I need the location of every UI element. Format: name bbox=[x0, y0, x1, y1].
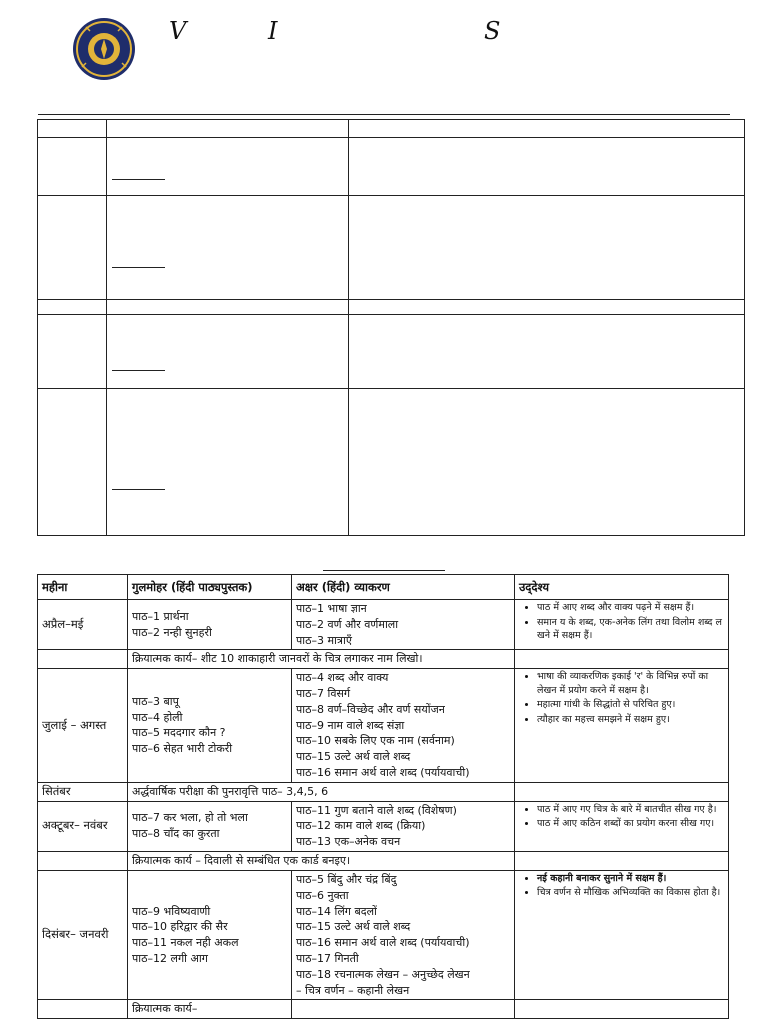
blank-cell bbox=[107, 138, 349, 196]
grammar-item: पाठ–10 सबके लिए एक नाम (सर्वनाम) bbox=[296, 734, 455, 748]
blank-cell bbox=[107, 300, 349, 315]
blank-cell bbox=[107, 196, 349, 300]
blank-cell bbox=[349, 138, 745, 196]
grammar-item: पाठ–8 वर्ण–विच्छेद और वर्ण सयोंजन bbox=[296, 702, 445, 716]
grammar-item: पाठ–6 नुक्ता bbox=[296, 888, 349, 902]
header-month: महीना bbox=[38, 575, 128, 600]
objectives-cell bbox=[515, 851, 729, 870]
grammar-item: पाठ–5 बिंदु और चंद्र बिंदु bbox=[296, 872, 397, 886]
blank-cell bbox=[349, 300, 745, 315]
lesson-item: पाठ–8 चाँद का कुरता bbox=[132, 827, 220, 841]
objectives-cell bbox=[515, 801, 729, 851]
lesson-item: पाठ–11 नकल नही अकल bbox=[132, 936, 239, 950]
header-letter-2: I bbox=[268, 17, 278, 45]
blank-schedule-table bbox=[37, 119, 745, 536]
school-logo bbox=[72, 17, 136, 81]
section-divider bbox=[323, 570, 445, 571]
table-row bbox=[38, 669, 729, 783]
objective-item: • भाषा की व्याकरणिक इकाई 'र' के विभिन्न रुपों का लेखन में प्रयोग करने में सक्षम है। bbox=[537, 670, 725, 697]
grammar-item: पाठ–12 काम वाले शब्द (क्रिया) bbox=[296, 819, 426, 833]
objective-item: • चित्र वर्णन से मौखिक अभिव्यक्ति का विकास होता है। bbox=[537, 886, 725, 900]
grammar-cell bbox=[292, 669, 515, 783]
blank-cell bbox=[38, 300, 107, 315]
textbook-cell bbox=[128, 801, 292, 851]
objectives-cell bbox=[515, 870, 729, 999]
grammar-item: पाठ–2 वर्ण और वर्णमाला bbox=[296, 617, 399, 631]
lesson-item: पाठ–7 कर भला, हो तो भला bbox=[132, 811, 248, 825]
underline bbox=[112, 267, 165, 268]
grammar-item: पाठ–4 शब्द और वाक्य bbox=[296, 671, 389, 685]
blank-cell bbox=[38, 120, 107, 138]
header-divider bbox=[38, 114, 730, 115]
objective-item: • महात्मा गांधी के सिद्धांतो से परिचित हुए। bbox=[537, 698, 725, 712]
textbook-cell bbox=[128, 870, 292, 999]
objective-item: • पाठ में आए गए चित्र के बारे में बातचीत सीख गए है। bbox=[537, 803, 725, 817]
month-cell: सितंबर bbox=[38, 782, 128, 801]
grammar-item: पाठ–1 भाषा ज्ञान bbox=[296, 602, 367, 615]
header-textbook: गुलमोहर (हिंदी पाठ्यपुस्तक) bbox=[128, 575, 292, 600]
grammar-item: पाठ–16 समान अर्थ वाले शब्द (पर्यायवाची) bbox=[296, 765, 470, 779]
textbook-cell bbox=[128, 669, 292, 783]
grammar-item: पाठ–9 नाम वाले शब्द संज्ञा bbox=[296, 718, 405, 732]
grammar-item: पाठ–18 रचनात्मक लेखन – अनुच्छेद लेखन bbox=[296, 967, 470, 981]
lesson-item: पाठ–2 नन्ही सुनहरी bbox=[132, 625, 212, 639]
header-letter-3: S bbox=[484, 17, 501, 45]
lesson-item: पाठ–5 मददगार कौन ? bbox=[132, 726, 226, 740]
objectives-cell bbox=[515, 600, 729, 650]
blank-cell bbox=[349, 196, 745, 300]
objectives-cell bbox=[515, 782, 729, 801]
underline bbox=[112, 370, 165, 371]
month-cell bbox=[38, 650, 128, 669]
objectives-cell bbox=[515, 1000, 729, 1019]
grammar-cell bbox=[292, 1000, 515, 1019]
month-cell bbox=[38, 1000, 128, 1019]
blank-cell bbox=[107, 315, 349, 389]
month-cell bbox=[38, 851, 128, 870]
table-row bbox=[38, 801, 729, 851]
header-letter-1: V bbox=[169, 17, 187, 45]
underline bbox=[112, 179, 165, 180]
lesson-item: पाठ–12 लगी आग bbox=[132, 951, 208, 965]
grammar-item: पाठ–16 समान अर्थ वाले शब्द (पर्यायवाची) bbox=[296, 936, 470, 950]
grammar-item: पाठ–15 उल्टे अर्थ वाले शब्द bbox=[296, 920, 411, 934]
textbook-cell bbox=[128, 600, 292, 650]
grammar-cell bbox=[292, 801, 515, 851]
grammar-item: – चित्र वर्णन – कहानी लेखन bbox=[296, 983, 410, 997]
objectives-cell bbox=[515, 650, 729, 669]
objective-item: • पाठ में आए शब्द और वाक्य पढ़ने में सक्षम हैं। bbox=[537, 601, 725, 615]
grammar-item: पाठ–17 गिनती bbox=[296, 951, 359, 965]
lesson-item: पाठ–1 प्रार्थना bbox=[132, 609, 189, 623]
objective-item: • त्यौहार का महत्त्व समझने में सक्षम हुए। bbox=[537, 713, 725, 727]
activity-cell: क्रियात्मक कार्य – दिवाली से सम्बंधित एक कार्ड बनइए। bbox=[128, 851, 515, 870]
blank-cell bbox=[38, 315, 107, 389]
month-cell: जुलाई – अगस्त bbox=[38, 669, 128, 783]
month-cell: अप्रैल–मई bbox=[38, 600, 128, 650]
blank-cell bbox=[349, 389, 745, 536]
blank-cell bbox=[349, 120, 745, 138]
blank-cell bbox=[38, 389, 107, 536]
objective-item: • समान य के शब्द, एक-अनेक लिंग तथा विलोम शब्द ल खने में सक्षम हैं। bbox=[537, 616, 725, 643]
lesson-item: पाठ–4 होली bbox=[132, 710, 183, 724]
blank-cell bbox=[349, 315, 745, 389]
blank-cell bbox=[38, 196, 107, 300]
grammar-cell bbox=[292, 600, 515, 650]
activity-cell: क्रियात्मक कार्य– bbox=[128, 1000, 292, 1019]
month-cell: अक्टूबर– नवंबर bbox=[38, 801, 128, 851]
lesson-item: पाठ–9 भविष्यवाणी bbox=[132, 904, 211, 918]
activity-cell: अर्द्धवार्षिक परीक्षा की पुनरावृत्ति पाठ– 3,4,5, 6 bbox=[128, 782, 515, 801]
lesson-item: पाठ–3 बापू bbox=[132, 694, 179, 708]
blank-cell bbox=[107, 389, 349, 536]
table-row bbox=[38, 1000, 729, 1019]
underline bbox=[112, 489, 165, 490]
grammar-item: पाठ–7 विसर्ग bbox=[296, 686, 351, 700]
syllabus-table bbox=[37, 574, 729, 1019]
grammar-item: पाठ–15 उल्टे अर्थ वाले शब्द bbox=[296, 750, 411, 764]
objectives-cell bbox=[515, 669, 729, 783]
month-cell: दिसंबर– जनवरी bbox=[38, 870, 128, 999]
table-row bbox=[38, 650, 729, 669]
table-row bbox=[38, 782, 729, 801]
grammar-item: पाठ–14 लिंग बदलों bbox=[296, 904, 377, 918]
blank-cell bbox=[38, 138, 107, 196]
grammar-item: पाठ–13 एक–अनेक वचन bbox=[296, 835, 401, 849]
objective-item: • नई कहानी बनाकर सुनाने में सक्षम हैं। bbox=[537, 872, 725, 886]
objective-item: • पाठ में आए कठिन शब्दों का प्रयोग करना सीख गए। bbox=[537, 817, 725, 831]
grammar-cell bbox=[292, 870, 515, 999]
grammar-item: पाठ–11 गुण बताने वाले शब्द (विशेषण) bbox=[296, 803, 457, 817]
activity-cell: क्रियात्मक कार्य– शीट 10 शाकाहारी जानवरों के चित्र लगाकर नाम लिखो। bbox=[128, 650, 515, 669]
header-objectives: उद्‌देश्य bbox=[515, 575, 729, 600]
lesson-item: पाठ–10 हरिद्वार की सैर bbox=[132, 920, 228, 934]
table-row bbox=[38, 870, 729, 999]
lesson-item: पाठ–6 सेहत भारी टोकरी bbox=[132, 742, 233, 756]
grammar-item: पाठ–3 मात्राएँ bbox=[296, 633, 352, 647]
blank-cell bbox=[107, 120, 349, 138]
header-grammar: अक्षर (हिंदी) व्याकरण bbox=[292, 575, 515, 600]
table-row bbox=[38, 600, 729, 650]
table-row bbox=[38, 851, 729, 870]
